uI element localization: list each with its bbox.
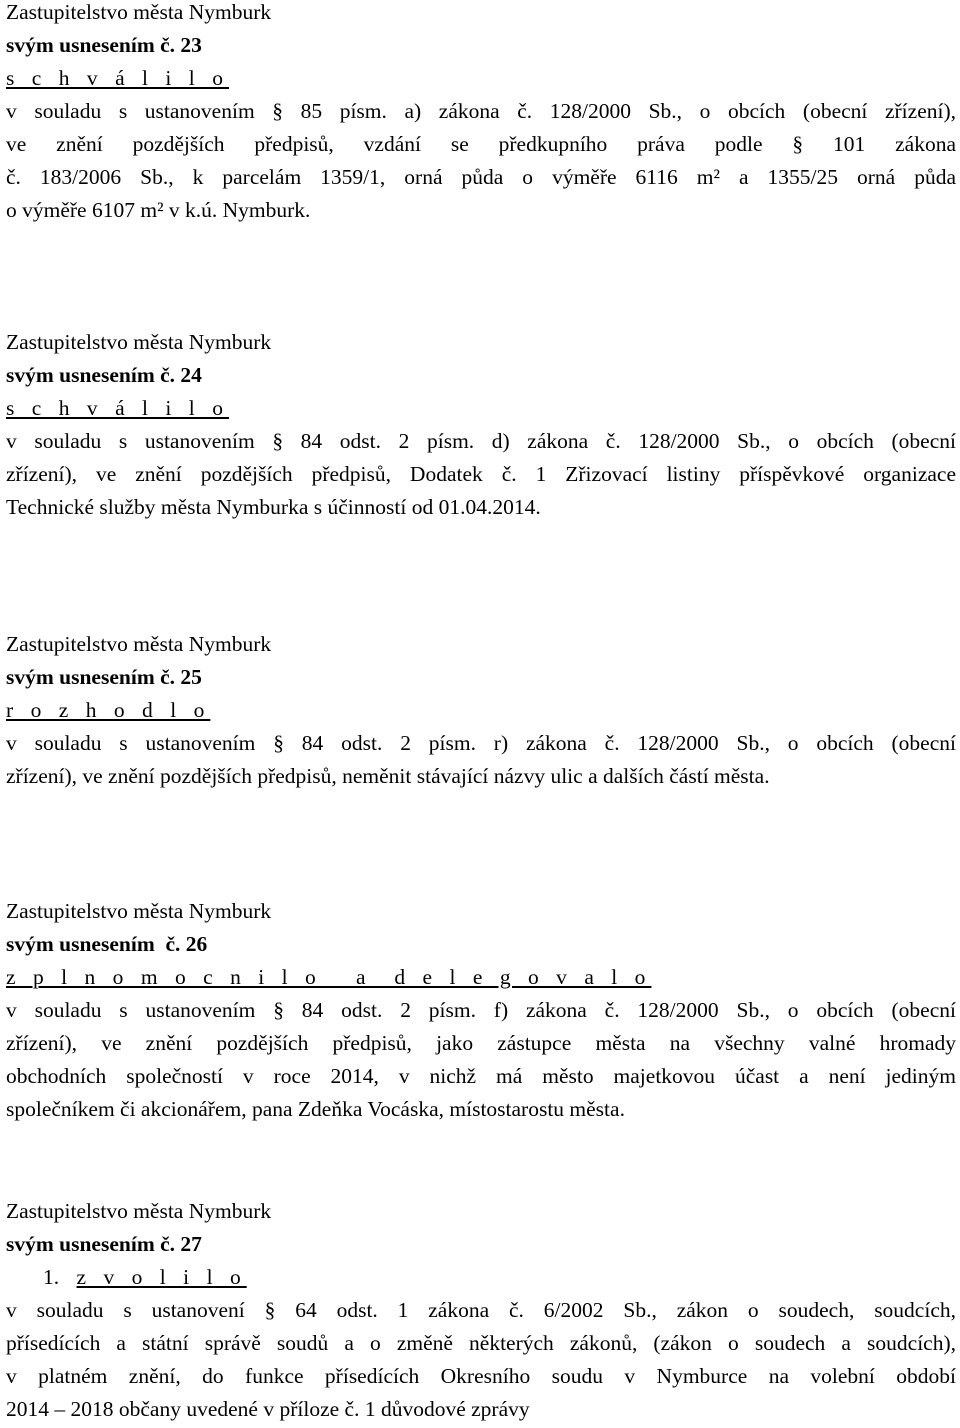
body-line: v souladu s ustanovením § 85 písm. a) zákona č. 128/2000 Sb., o obcích (obecní zřízení), (6, 99, 956, 123)
council-name: Zastupitelstvo města Nymburk (6, 330, 272, 354)
resolution-27 (6, 1195, 956, 1426)
council-name: Zastupitelstvo města Nymburk (6, 1199, 272, 1223)
resolution-number: svým usnesením č. 27 (6, 1232, 202, 1256)
resolution-number: svým usnesením č. 24 (6, 363, 202, 387)
body-line: č. 183/2006 Sb., k parcelám 1359/1, orná půda o výměře 6116 m² a 1355/25 orná půda (6, 165, 956, 189)
item-number: 1. (43, 1265, 60, 1289)
resolution-number: svým usnesením č. 26 (6, 932, 208, 956)
resolution-26 (6, 895, 956, 1126)
council-name: Zastupitelstvo města Nymburk (6, 632, 272, 656)
resolution-verb: s c h v á l i l o (6, 396, 229, 420)
body-line: o výměře 6107 m² v k.ú. Nymburk. (6, 198, 311, 222)
body-line: ve znění pozdějších předpisů, vzdání se předkupního práva podle § 101 zákona (6, 132, 956, 156)
body-line: přísedících a státní správě soudů a o změně některých zákonů, (zákon o soudech a soudcích), (6, 1331, 956, 1355)
body-line: v souladu s ustanovení § 64 odst. 1 zákona č. 6/2002 Sb., zákon o soudech, soudcích, (6, 1298, 956, 1322)
resolution-number: svým usnesením č. 25 (6, 665, 202, 689)
body-line: zřízení), ve znění pozdějších předpisů, Dodatek č. 1 Zřizovací listiny příspěvkové organizace (6, 462, 956, 486)
resolution-verb: s c h v á l i l o (6, 66, 229, 90)
body-line: společníkem či akcionářem, pana Zdeňka Vocáska, místostarostu města. (6, 1097, 625, 1121)
council-name: Zastupitelstvo města Nymburk (6, 899, 272, 923)
body-line: v souladu s ustanovením § 84 odst. 2 písm. d) zákona č. 128/2000 Sb., o obcích (obecní (6, 429, 956, 453)
body-line: obchodních společností v roce 2014, v nichž má město majetkovou účast a není jediným (6, 1064, 956, 1088)
body-line: Technické služby města Nymburka s účinností od 01.04.2014. (6, 495, 541, 519)
body-line: zřízení), ve znění pozdějších předpisů, neměnit stávající názvy ulic a dalších částí města. (6, 764, 770, 788)
body-line: 2014 – 2018 občany uvedené v příloze č. 1 důvodové zprávy (6, 1397, 530, 1421)
resolution-24 (6, 326, 956, 524)
body-line: v souladu s ustanovením § 84 odst. 2 písm. r) zákona č. 128/2000 Sb., o obcích (obecní (6, 731, 956, 755)
resolution-verb: z v o l i l o (76, 1265, 247, 1289)
body-line: v souladu s ustanovením § 84 odst. 2 písm. f) zákona č. 128/2000 Sb., o obcích (obecní (6, 998, 956, 1022)
resolution-23 (6, 0, 956, 227)
council-name: Zastupitelstvo města Nymburk (6, 0, 272, 24)
resolution-25 (6, 628, 956, 793)
resolution-number: svým usnesením č. 23 (6, 33, 202, 57)
resolution-verb: r o z h o d l o (6, 698, 211, 722)
numbered-item (6, 1261, 956, 1294)
resolution-verb: z p l n o m o c n i l o a d e l e g o v a l o (6, 965, 652, 989)
body-line: v platném znění, do funkce přísedících Okresního soudu v Nymburce na volební období (6, 1364, 956, 1388)
body-line: zřízení), ve znění pozdějších předpisů, jako zástupce města na všechny valné hromady (6, 1031, 956, 1055)
